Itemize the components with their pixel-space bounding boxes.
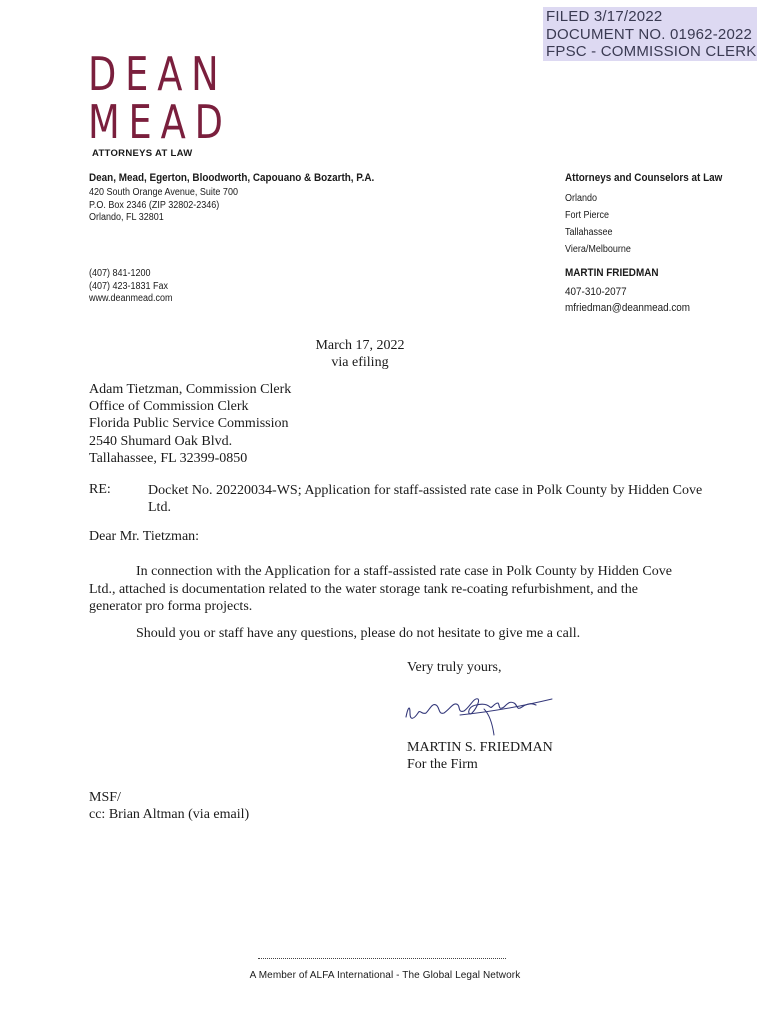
re-label: RE: bbox=[89, 482, 111, 497]
filed-stamp bbox=[543, 7, 757, 61]
document-number: DOCUMENT NO. 01962-2022 bbox=[546, 25, 753, 43]
signature-image bbox=[400, 683, 560, 739]
phone-fax: (407) 423-1831 Fax bbox=[89, 280, 169, 292]
footer-text: A Member of ALFA International - The Global Legal Network bbox=[249, 970, 521, 981]
address-line: Orlando, FL 32801 bbox=[89, 212, 164, 223]
address-line: P.O. Box 2346 (ZIP 32802-2346) bbox=[89, 199, 220, 211]
closing: Very truly yours, bbox=[407, 660, 502, 675]
recipient-address bbox=[89, 381, 291, 467]
signature-block bbox=[407, 739, 553, 773]
attorney-phone: 407-310-2077 bbox=[565, 286, 627, 298]
re-subject: Docket No. 20220034-WS; Application for staff-assisted rate case in Polk County by Hidden Cove Ltd. bbox=[148, 483, 703, 515]
firm-address bbox=[89, 187, 238, 225]
firm-contact bbox=[89, 268, 173, 306]
recipient-line: Tallahassee, FL 32399-0850 bbox=[89, 450, 248, 466]
delivery-method: via efiling bbox=[331, 355, 389, 370]
letter-date: March 17, 2022 bbox=[315, 338, 405, 353]
phone-main: (407) 841-1200 bbox=[89, 268, 151, 279]
firm-name: Dean, Mead, Egerton, Bloodworth, Capouano & Bozarth, P.A. bbox=[89, 172, 375, 184]
recipient-line: Adam Tietzman, Commission Clerk bbox=[89, 382, 292, 397]
logo-line-dean: DEAN bbox=[88, 47, 228, 101]
recipient-line: Florida Public Service Commission bbox=[89, 416, 289, 432]
body-paragraph: In connection with the Application for a staff-assisted rate case in Polk County by Hidden Cove Ltd., attached is documentation related to the water storage tank re-coating refurbishment, and the generator pro forma projects. bbox=[89, 564, 672, 614]
recipient-line: Office of Commission Clerk bbox=[89, 399, 249, 415]
attorney-name: MARTIN FRIEDMAN bbox=[565, 267, 659, 279]
reference-block bbox=[89, 789, 249, 823]
logo-subtitle: ATTORNEYS AT LAW bbox=[92, 148, 193, 159]
signer-name: MARTIN S. FRIEDMAN bbox=[407, 740, 553, 755]
salutation: Dear Mr. Tietzman: bbox=[89, 529, 200, 544]
website-link[interactable]: www.deanmead.com bbox=[89, 293, 173, 304]
filed-date: FILED 3/17/2022 bbox=[546, 8, 663, 25]
recipient-line: 2540 Shumard Oak Blvd. bbox=[89, 433, 233, 449]
cc-line: cc: Brian Altman (via email) bbox=[89, 807, 250, 822]
typist-initials: MSF/ bbox=[89, 790, 121, 805]
date-block bbox=[0, 337, 720, 371]
address-line: 420 South Orange Avenue, Suite 700 bbox=[89, 187, 238, 198]
attorney-email-link[interactable]: mfriedman@deanmead.com bbox=[565, 302, 691, 314]
city-item: Viera/Melbourne bbox=[565, 244, 631, 255]
city-item: Tallahassee bbox=[565, 227, 613, 238]
signer-role: For the Firm bbox=[407, 757, 478, 772]
body-paragraph: Should you or staff have any questions, please do not hesitate to give me a call. bbox=[136, 626, 581, 641]
city-item: Fort Pierce bbox=[565, 210, 610, 221]
footer-divider bbox=[258, 958, 506, 959]
commission-clerk: FPSC - COMMISSION CLERK bbox=[546, 43, 757, 60]
city-item: Orlando bbox=[565, 193, 598, 204]
office-cities bbox=[565, 190, 631, 258]
attorney-contact bbox=[565, 284, 690, 316]
practice-heading: Attorneys and Counselors at Law bbox=[565, 172, 723, 184]
logo-line-mead: MEAD bbox=[88, 95, 232, 149]
